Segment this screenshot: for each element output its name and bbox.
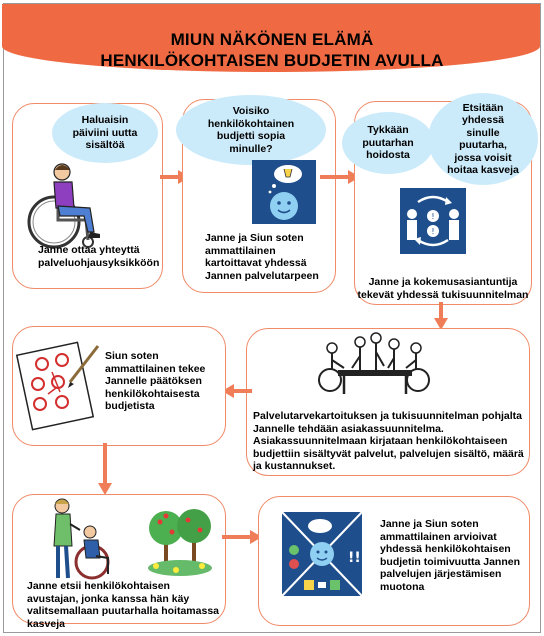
wheelchair-person-icon: [18, 162, 108, 252]
step-4-caption: Palvelutarvekartoituksen ja tukisuunnitelman pohjalta Jannelle tehdään asiakassuunnitelma. Asiakassuunnitelmaan kirjataan henkilökohtaiseen budjettiin sisältyvät palvelut, palvelujen sisältö, määrä ja kustannukset.: [253, 410, 524, 472]
title-line-1: MIUN NÄKÖNEN ELÄMÄ: [170, 30, 374, 49]
step-3-bubble-right: Etsitään yhdessä sinulle puutarha, jossa voisit hoitaa kasveja: [428, 93, 538, 185]
arrow-4-to-5: [222, 384, 252, 398]
arrow-5-to-6: [98, 443, 112, 495]
thinking-person-icon: [252, 160, 316, 224]
arrow-3-to-4: [434, 302, 448, 330]
step-2-caption: Janne ja Siun soten ammattilainen kartoittavat yhdessä Jannen palvelutarpeen: [205, 232, 319, 282]
step-7-caption: Janne ja Siun soten ammattilainen arvioivat yhdessä henkilökohtaisen budjetin toimivuutta Jannen palvelujen järjestämisen muotona: [380, 518, 521, 593]
title-line-2: HENKILÖKOHTAISEN BUDJETIN AVULLA: [100, 51, 444, 70]
evaluation-icon: [282, 512, 362, 596]
step-1-bubble: Haluaisin päiviini uutta sisältöä: [52, 103, 158, 163]
step-6-caption: Janne etsii henkilökohtaisen avustajan, jonka kanssa hän käy valitsemallaan puutarhalla hoitamassa kasveja: [27, 580, 219, 630]
svg-text:!: !: [431, 212, 435, 221]
svg-text:!!: !!: [348, 550, 361, 566]
step-2-bubble: Voisiko henkilökohtainen budjetti sopia minulle?: [176, 95, 326, 165]
step-3-bubble-left: Tykkään puutarhan hoidosta: [342, 112, 434, 174]
arrow-6-to-7: [222, 530, 262, 544]
meeting-table-icon: [318, 332, 428, 396]
assistant-wheelchair-icon: [48, 498, 112, 584]
garden-trees-icon: [146, 504, 214, 576]
step-1-caption: Janne ottaa yhteyttä palveluohjausyksikköön: [38, 244, 160, 269]
svg-text:!: !: [431, 227, 435, 236]
consultation-icon: [400, 188, 466, 254]
decision-board-icon: [22, 342, 102, 430]
step-5-caption: Siun soten ammattilainen tekee Jannelle päätöksen henkilökohtaisesta budjetista: [105, 350, 206, 412]
step-3-caption: Janne ja kokemusasiantuntija tekevät yhdessä tukisuunnitelman: [357, 276, 529, 301]
